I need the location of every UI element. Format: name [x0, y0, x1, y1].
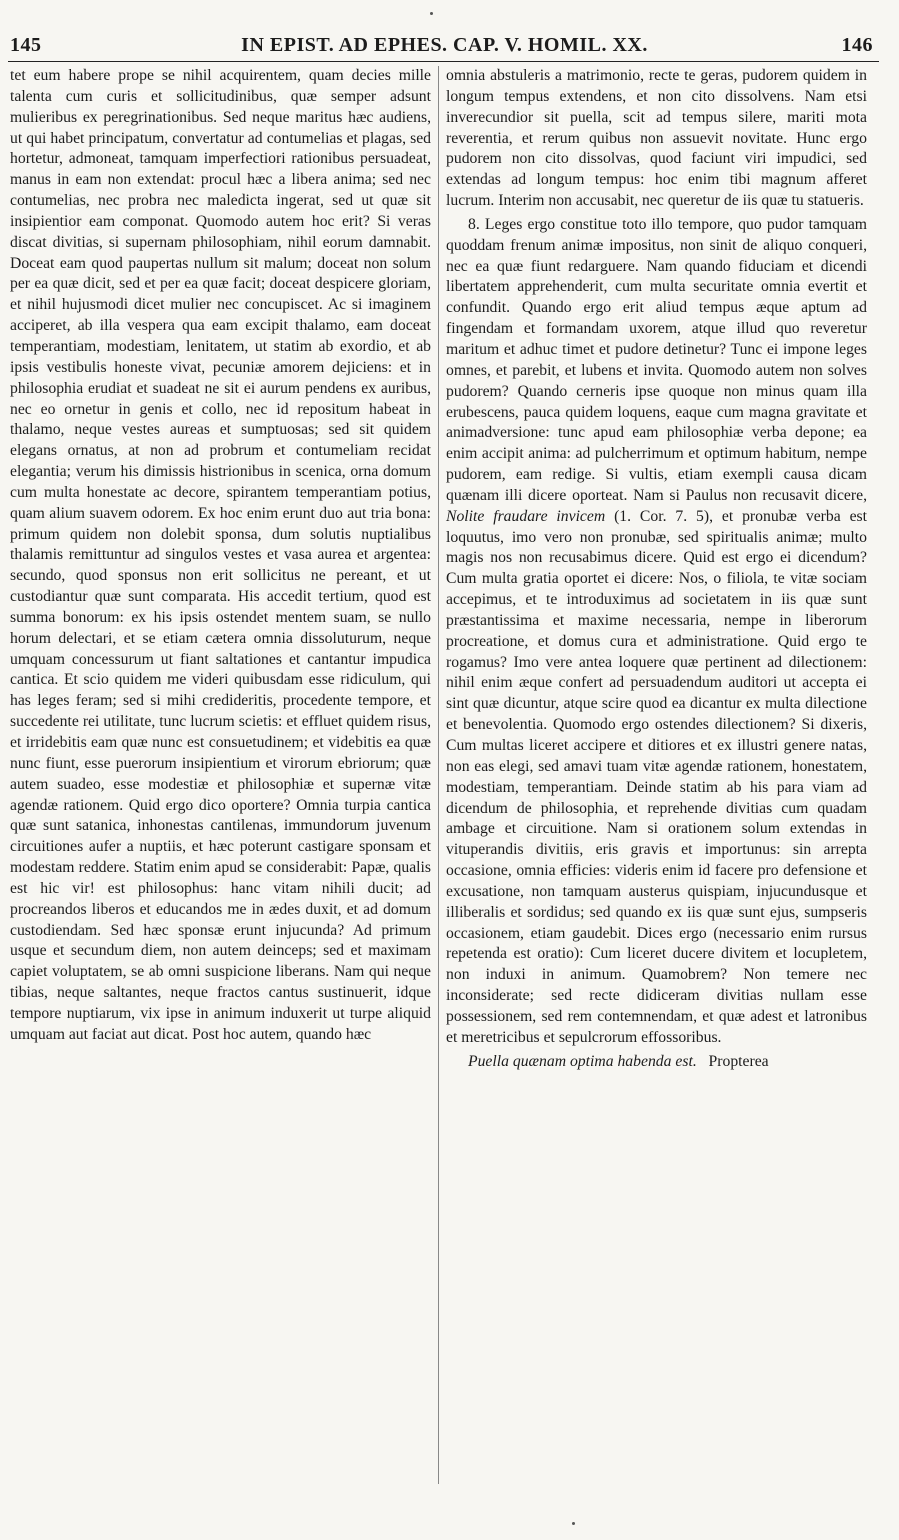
paragraph-8-text-b: (1. Cor. 7. 5), et pronubæ verba est loquutus, imo vero non pronubæ, sed spiritualis animæ; multo magis nos non recusabimus dicere. Quid est ergo ei dicendum? Cum multa gratia oportet ei dicere: Nos, o filiola, te vitæ sociam accepimus, et te introduximus ad societatem in iis quæ sunt præstantissima et maxime necessaria, nempe in liberorum procreatione, et domus cura et administratione. Quid ergo te rogamus? Imo vere antea loquere quæ pertinent ad dilectionem: nihil enim æque confert ad persuadendum auditori ut accepta ei sint quæ dicuntur, atque scire quod ea dicantur ex multa dilectione et benevolentia. Quomodo ergo ostendes dilectionem? Si dixeris, Cum multas liceret accipere et ditiores et ex illustri genere natas, non eas elegi, sed amavi tuam vitæ agendæ rationem, honestatem, modestiam, temperantiam. Deinde statim ab his para viam ad dicendum de philosophia, et reprehende divitias cum quadam ambage et circuitione. Nam si orationem solum extendas in vituperandis divitiis, eris gravis et importunus: sin arrepta occasione, omnia efficies: videris enim id facere pro defensione et excusatione, non tamquam austerus quispiam, injucundusque et illiberalis et sordidus; sed quando ex iis quæ sunt ejus, sumpseris occasionem, etiam gaudebit. Dices ergo (necessario enim rursus repetenda est oratio): Cum liceret ducere divitem et locupletem, non induxi in animum. Quamobrem? Non temere nec inconsiderate; sed recte didiceram divitias nullam esse possessionem, sed rem contemnendam, et quæ adest et latronibus et meretricibus et sepulcrorum effossoribus. — [446, 507, 868, 1046]
left-column — [10, 66, 431, 1046]
scripture-quote: Nolite fraudare invicem — [446, 507, 606, 525]
closing-line — [446, 1052, 867, 1073]
header-rule — [8, 61, 879, 62]
page-number-left: 145 — [10, 34, 42, 56]
side-heading: Puella quænam optima habenda est. — [468, 1052, 697, 1070]
next-paragraph-start: Propterea — [708, 1052, 769, 1070]
right-column — [446, 66, 867, 1073]
running-header — [10, 34, 879, 60]
scan-speck — [430, 12, 433, 15]
paragraph-8 — [446, 215, 867, 1049]
paragraph-continuation: omnia abstuleris a matrimonio, recte te geras, pudorem quidem in longum tempus extendens, et non cito dissolvens. Nam etsi inverecundior sit puella, scit ad tempus silere, mariti mota reverentia, et rerum quibus non assuevit novitate. Hunc ergo pudorem non cito dissolvas, quod faciunt viri impudici, sed extendas ad longum tempus: hoc enim tibi magnum afferet lucrum. Interim non accusabit, nec queretur de iis quæ tu statueris. — [446, 67, 867, 210]
scan-speck — [572, 1522, 575, 1525]
left-column-text: tet eum habere prope se nihil acquirentem, quam decies mille talenta cum curis et sollicitudinibus, quæ semper adsunt mulieribus ex peregrinationibus. Sed neque maritus hæc audiens, ut qui habet principatum, convertatur ad contumelias et plagas, sed hortetur, admoneat, tamquam imperfectiori rationibus persuadeat, manus in eam non extendat: procul hæc a libera anima; sed nec contumelias, nec probra nec maledicta ingerat, sed ut quæ sit insipientior eam componat. Quomodo autem hoc erit? Si veras discat divitias, si supernam philosophiam, nihil eorum damnabit. Doceat eam quod paupertas nullum sit malum; doceat non solum per ea quæ dicit, sed et per ea quæ facit; doceat despicere gloriam, et nihil hujusmodi dicet mulier nec concupiscet. Ac si imaginem acciperet, ab illa vespera qua eam excipit thalamo, eam doceat temperantiam, modestiam, lenitatem, ut statim ab exordio, et ab ipsis vestibulis honeste vivat, pecuniæ amorem dejiciens: et in philosophia erudiat et suadeat ne sit ei aurum pendens ex auribus, nec eo ornetur in genis et collo, nec id repositum habeat in thalamo, neque vestes aureas et sumptuosas; sed sit quidem elegans ornatus, at non ad probrum et contumeliam recidat elegantia; verum his dimissis histrionibus in scenica, orna domum cum multa honestate ac decore, spirantem temperantiam potius, quam alium suavem odorem. Ex hoc enim erunt duo aut tria bona: primum quidem non dolebit sponsa, dum solutis nuptialibus thalamis remittuntur ad singulos vestes et vasa aurea et argentea: secundo, quod sponsus non erit sollicitus ne pereant, et ut custodiantur quæ sunt comparata. His accedit tertium, quod est summa bonorum: ex his ipsis ostendet mentem suam, se nullo horum delectari, et se etiam cætera omnia dissoluturum, neque umquam concessurum ut fiant saltationes et cantantur impudica cantica. Et scio quidem me videri quibusdam esse ridiculum, qui has leges feram; sed si mihi credideritis, procedente tempore, et succedente rei utilitate, tunc lucrum scietis: et effluet quidem risus, et irridebitis eam quæ nunc est consuetudinem; et videbitis ea quæ nunc fiunt, esse puerorum insipientium et virorum ebriorum; quæ autem suadeo, esse modestiæ et philosophiæ et supernæ vitæ agendæ rationem. Quid ergo dico oportere? Omnia turpia cantica quæ sunt satanica, inhonestas cantilenas, immundorum juvenum circuitiones aufer a nuptiis, et hæc poterunt castigare sponsam et modestam reddere. Statim enim apud se considerabit: Papæ, qualis est hic vir! est philosophus: hanc vitam nihili ducit; ad procreandos liberos et educandos me in ædes duxit, et ad domum custodiendam. Sed hæc sponsæ erunt injucunda? Ad primum usque et secundum diem, non autem deinceps; sed et maximam capiet voluptatem, se ab omni suspicione liberans. Nam qui neque tibias, neque saltantes, neque fractos cantus sustinuerit, idque tempore nuptiarum, vix ipse in animum induxerit ut turpe aliquid umquam aut faciat aut dicat. Post hoc autem, quando hæc — [10, 67, 431, 1043]
page-number-right: 146 — [841, 34, 873, 56]
paragraph-8-text-a: 8. Leges ergo constitue toto illo tempore, quo pudor tamquam quoddam frenum animæ impositus, non sinit de aliquo conqueri, nec ea quæ fiunt redarguere. Nam quando fiduciam et dicendi libertatem apprehenderit, cum multa securitate omnia evertit et confundit. Quando ergo erit aliud tempus æque aptum ad fingendam et formandam uxorem, atque illud quo reveretur maritum et adhuc timet et pudore detinetur? Tunc ei impone leges omnes, et parebit, et lubens et invita. Quomodo autem non solves pudorem? Quando cerneris ipse quoque non minus quam illa erubescens, pauca quidem loquens, eaque cum magna gravitate et animadversione: tunc apud eam philosophiæ verba depone; ea enim accipit anima: ad pulcherrimum et optimum habitum, nempe pudorem, eam redige. Si vultis, etiam exempli causa dicam quænam illi dicere oporteat. Nam si Paulus non recusavit dicere, — [446, 215, 867, 504]
running-title: IN EPIST. AD EPHES. CAP. V. HOMIL. XX. — [241, 34, 648, 56]
column-divider — [438, 66, 439, 1484]
